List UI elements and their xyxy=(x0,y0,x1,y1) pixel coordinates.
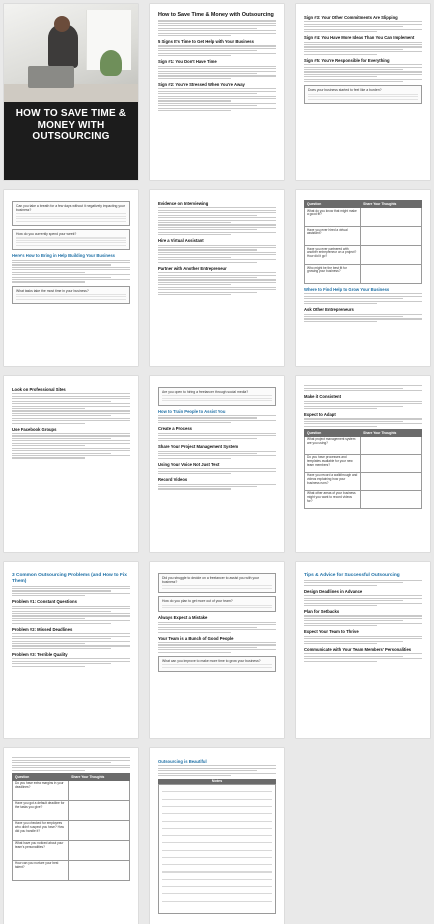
question-cell: How can you nurture your best talent? xyxy=(13,860,69,880)
table-row xyxy=(13,800,130,820)
sub-heading: Always Expect a Mistake xyxy=(158,615,208,621)
sub-heading: Communicate with Your Team Members' Personalities xyxy=(304,647,412,653)
sub-heading: Plan for Setbacks xyxy=(304,609,340,615)
sub-heading: Problem #2: Missed Deadlines xyxy=(12,626,73,632)
reflection-box xyxy=(158,387,276,406)
answer-cell[interactable] xyxy=(361,208,422,227)
body-text xyxy=(158,642,276,653)
sub-heading: Make it Consistent xyxy=(304,394,341,400)
body-text xyxy=(158,88,276,111)
sub-heading: Sign #2: You're Stressed When You're Away xyxy=(158,81,245,87)
answer-cell[interactable] xyxy=(69,780,130,800)
reflection-table xyxy=(304,200,422,284)
page-4 xyxy=(4,190,138,366)
body-text xyxy=(12,260,130,283)
notes-area[interactable] xyxy=(158,784,276,914)
reflection-question: How do you plan to get more out of your team? xyxy=(162,599,233,604)
sub-heading: Problem #3: Terrible Quality xyxy=(12,651,68,657)
page-9 xyxy=(296,376,430,552)
column-header: Question xyxy=(305,429,361,436)
section-heading: How to Train People to Assist You xyxy=(158,408,226,414)
reflection-box xyxy=(12,286,130,305)
sub-heading: Record Videos xyxy=(158,477,188,483)
sub-heading: Partner with Another Entrepreneur xyxy=(158,265,227,271)
answer-cell[interactable] xyxy=(69,840,130,860)
answer-cell[interactable] xyxy=(361,246,422,265)
body-text xyxy=(158,20,276,36)
sub-heading: Sign #4: You Have More Ideas Than You Can Implement xyxy=(304,35,415,41)
body-text xyxy=(158,433,276,441)
sub-heading: Sign #3: Your Other Commitments Are Slipping xyxy=(304,15,398,20)
body-text xyxy=(304,595,422,606)
body-text xyxy=(158,66,276,79)
body-text xyxy=(304,42,422,55)
body-text xyxy=(12,586,130,597)
table-row xyxy=(305,227,422,246)
table-row xyxy=(13,820,130,840)
column-header: Share Your Thoughts xyxy=(361,201,422,208)
sub-heading: Use Facebook Groups xyxy=(12,426,57,432)
reflection-box xyxy=(304,85,422,104)
question-cell: Have you ever partnered with another entrepreneur on a project? How did it go? xyxy=(305,246,361,265)
sub-heading: Expect to Adapt xyxy=(304,412,336,418)
answer-cell[interactable] xyxy=(361,227,422,246)
column-header: Question xyxy=(13,773,69,780)
sub-heading: Look on Professional Sites xyxy=(12,387,66,392)
table-row xyxy=(305,436,422,454)
section-heading: 5 Signs It's Time to Get Help with Your Business xyxy=(158,39,254,45)
table-row xyxy=(13,840,130,860)
reflection-box xyxy=(12,201,130,226)
page-10 xyxy=(4,562,138,738)
cover-title: HOW TO SAVE TIME & MONEY WITH OUTSOURCING xyxy=(15,108,127,142)
body-text xyxy=(304,653,422,661)
question-cell: Who might be the best fit for growing your business? xyxy=(305,265,361,284)
body-text xyxy=(304,385,422,391)
table-row xyxy=(305,246,422,265)
body-text xyxy=(304,401,422,409)
sub-heading: Your Team is a Bunch of Good People xyxy=(158,635,234,641)
answer-cell[interactable] xyxy=(361,265,422,284)
body-text xyxy=(12,757,130,770)
notes-header: Notes xyxy=(158,779,276,784)
sub-heading: Using Your Voice Not Just Text xyxy=(158,461,220,467)
question-cell: Have you checked for employees who didn't suspect you have? How did you handle it? xyxy=(13,820,69,840)
answer-cell[interactable] xyxy=(361,454,422,472)
reflection-box xyxy=(12,229,130,250)
body-text xyxy=(12,606,130,624)
page-14 xyxy=(150,748,284,924)
question-cell: Have you got a default deadline for the tasks you give? xyxy=(13,800,69,820)
question-cell: What do you know that might make a good fit? xyxy=(305,208,361,227)
reflection-question: What can you improve to make more time to grow your business? xyxy=(162,658,261,663)
body-text xyxy=(304,418,422,426)
reflection-table xyxy=(304,429,422,509)
table-row xyxy=(13,860,130,880)
section-heading: 3 Common Outsourcing Problems (and How to Fix Them) xyxy=(12,573,127,584)
column-header: Share Your Thoughts xyxy=(361,429,422,436)
reflection-question: Can you take a breath for a few days without it negatively impacting your business? xyxy=(16,204,125,212)
reflection-question: Did you struggle to decide on a freelancer to assist you with your business? xyxy=(162,576,260,584)
body-text xyxy=(304,580,422,586)
page-3 xyxy=(296,4,430,180)
reflection-box xyxy=(158,656,276,672)
page-12 xyxy=(296,562,430,738)
reflection-box xyxy=(158,596,276,612)
question-cell: Have you ever hired a virtual assistant? xyxy=(305,227,361,246)
sub-heading: Evidence on Interviewing xyxy=(158,201,209,206)
reflection-box xyxy=(158,573,276,593)
question-cell: What other areas of your business might you want to record videos for? xyxy=(305,490,361,508)
body-text xyxy=(12,658,130,666)
sub-heading: Expect Your Team to Thrive xyxy=(304,629,359,635)
sub-heading: Design Deadlines in Advance xyxy=(304,588,363,594)
question-cell: What have you noticed about your team's personalities? xyxy=(13,840,69,860)
page-8 xyxy=(150,376,284,552)
table-row xyxy=(305,472,422,490)
sub-heading: Share Your Project Management System xyxy=(158,444,239,450)
body-text xyxy=(158,272,276,295)
body-text xyxy=(304,615,422,626)
page-7 xyxy=(4,376,138,552)
body-text xyxy=(158,245,276,263)
question-cell: What project management system are you using? xyxy=(305,436,361,454)
page-13 xyxy=(4,748,138,924)
section-heading: Outsourcing is Beautiful xyxy=(158,759,207,764)
table-row xyxy=(13,780,130,800)
section-heading: Where to Find Help to Grow Your Business xyxy=(304,287,390,292)
table-row xyxy=(305,454,422,472)
page-11 xyxy=(150,562,284,738)
cover-page xyxy=(4,4,138,180)
body-text xyxy=(304,64,422,82)
body-text xyxy=(158,765,276,776)
sub-heading: Ask Other Entrepreneurs xyxy=(304,307,354,313)
page-title: How to Save Time & Money with Outsourcing xyxy=(158,12,274,18)
question-cell: Do you have extra margins in your deadlines? xyxy=(13,780,69,800)
page-2 xyxy=(150,4,284,180)
sub-heading: Hire a Virtual Assistant xyxy=(158,238,204,244)
body-text xyxy=(12,633,130,649)
question-cell: Do you have processes and templates available for your new team members? xyxy=(305,454,361,472)
answer-cell[interactable] xyxy=(361,436,422,454)
body-text xyxy=(158,622,276,633)
body-text xyxy=(158,207,276,235)
reflection-question: Does your business started to feel like a burden? xyxy=(308,88,382,93)
sub-heading: Problem #1: Constant Questions xyxy=(12,599,77,605)
body-text xyxy=(12,393,130,423)
reflection-question: Are you open to hiring a freelancer through social media? xyxy=(162,390,249,394)
answer-cell[interactable] xyxy=(361,472,422,490)
sub-heading: Sign #1: You Don't Have Time xyxy=(158,59,217,65)
page-6 xyxy=(296,190,430,366)
body-text xyxy=(158,468,276,474)
body-text xyxy=(304,314,422,322)
column-header: Share Your Thoughts xyxy=(69,773,130,780)
table-row xyxy=(305,208,422,227)
body-text xyxy=(12,433,130,458)
sub-heading: Sign #5: You're Responsible for Everything xyxy=(304,57,390,63)
section-heading: Here's How to Bring in Help Building Your Business xyxy=(12,253,115,259)
body-text xyxy=(158,451,276,459)
body-text xyxy=(304,636,422,644)
answer-cell[interactable] xyxy=(69,800,130,820)
body-text xyxy=(304,21,422,32)
page-5 xyxy=(150,190,284,366)
reflection-question: What tasks take the most time in your business? xyxy=(16,288,89,293)
column-header: Question xyxy=(305,201,361,208)
answer-cell[interactable] xyxy=(69,820,130,840)
body-text xyxy=(158,45,276,56)
reflection-table xyxy=(12,773,130,881)
answer-cell[interactable] xyxy=(69,860,130,880)
question-cell: Have you record a walkthrough and videos explaining how your business runs? xyxy=(305,472,361,490)
body-text xyxy=(158,484,276,490)
section-heading: Tips & Advice for Successful Outsourcing xyxy=(304,573,400,578)
reflection-question: How do you currently spend your week? xyxy=(16,232,77,237)
body-text xyxy=(304,293,422,304)
cover-photo xyxy=(4,4,138,102)
sub-heading: Create a Process xyxy=(158,426,192,432)
table-row xyxy=(305,265,422,284)
table-row xyxy=(305,490,422,508)
answer-cell[interactable] xyxy=(361,490,422,508)
body-text xyxy=(158,415,276,423)
